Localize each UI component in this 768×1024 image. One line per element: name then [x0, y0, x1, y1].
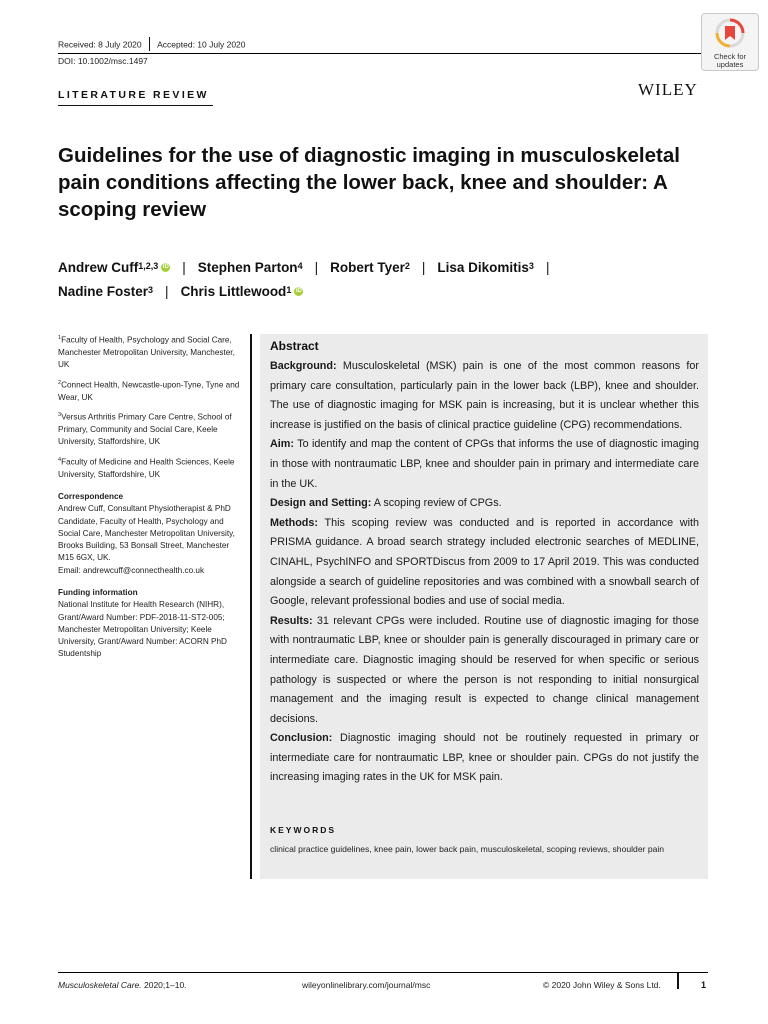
check-for-updates-line2: updates: [716, 60, 744, 69]
abstract-section-text: To identify and map the content of CPGs that informs the use of diagnostic imaging in those with nontraumatic LBP, knee and shoulder pain in primary and intermediate care in the UK.: [270, 438, 699, 490]
affiliation-text: Faculty of Health, Psychology and Social Care, Manchester Metropolitan University, Manchester, UK: [58, 335, 235, 370]
affiliation-number: 1: [58, 335, 62, 341]
affiliation-list: [58, 332, 246, 481]
author-affiliation-sup: 1: [286, 285, 292, 295]
section-rule: [58, 105, 213, 106]
check-for-updates-badge[interactable]: [701, 13, 759, 71]
abstract-section-label: Conclusion:: [270, 732, 333, 745]
abstract-body: [270, 357, 699, 788]
author-list: [58, 256, 708, 304]
received-date: Received: 8 July 2020: [58, 39, 142, 50]
author-name: Andrew Cuff: [58, 260, 139, 275]
section-label: LITERATURE REVIEW: [58, 89, 209, 101]
author-separator: |: [545, 260, 550, 275]
footer-url[interactable]: wileyonlinelibrary.com/journal/msc: [302, 980, 431, 990]
affiliation-number: 2: [58, 379, 62, 386]
author-affiliation-sup: 3: [148, 285, 154, 295]
author[interactable]: [181, 284, 304, 299]
publisher-logo: WILEY: [638, 80, 698, 99]
check-for-updates-icon: [715, 18, 745, 48]
abstract-section-label: Aim:: [270, 438, 294, 451]
author-separator: |: [421, 260, 426, 275]
accepted-date: Accepted: 10 July 2020: [157, 39, 246, 50]
abstract-section: [270, 612, 699, 730]
header-rule: [58, 53, 708, 54]
date-separator: [149, 37, 151, 51]
check-for-updates-line1: Check for: [713, 52, 747, 61]
author-name: Lisa Dikomitis: [437, 260, 529, 275]
affiliation-number: 3: [58, 411, 62, 418]
footer-journal: Musculoskeletal Care.: [58, 980, 142, 990]
footer-separator: [677, 973, 679, 989]
footer-rule: [58, 972, 708, 973]
author-name: Nadine Foster: [58, 284, 149, 299]
abstract-section-text: Diagnostic imaging should not be routinely requested in primary or intermediate care for nontraumatic LBP, knee or shoulder pain. CPGs do not justify the increasing imaging rates in the UK for MSK pain.: [270, 732, 699, 784]
affiliation-text: Connect Health, Newcastle-upon-Tyne, Tyne and Wear, UK: [58, 380, 240, 402]
orcid-icon[interactable]: iD: [295, 287, 302, 294]
abstract-section: [270, 514, 699, 612]
author[interactable]: [437, 260, 534, 275]
author-separator: |: [314, 260, 319, 275]
abstract-section-label: Methods:: [270, 516, 318, 529]
affiliation: [58, 377, 246, 404]
author-affiliation-sup: 2: [404, 261, 410, 271]
abstract-section-text: 31 relevant CPGs were included. Routine use of diagnostic imaging for those with nontraumatic LBP, knee or shoulder pain is generally discouraged in primary care or intermediate care. Diagnostic imaging should be reserved for when specific or serious pathology is suspected or where the person is not responding to initial nonsurgical management and the imaging result is expected to change clinical management decisions.: [270, 614, 699, 725]
received-accepted-dates: [58, 38, 246, 52]
keywords-list: clinical practice guidelines, knee pain, lower back pain, musculoskeletal, scoping reviews, shoulder pain: [270, 844, 665, 854]
author-affiliation-sup: 4: [297, 261, 303, 271]
abstract-section: [270, 729, 699, 788]
abstract-heading: Abstract: [270, 339, 319, 353]
abstract-section-label: Results:: [270, 614, 313, 627]
author-separator: |: [182, 260, 186, 275]
author-name: Chris Littlewood: [180, 284, 287, 299]
abstract-section-text: This scoping review was conducted and is reported in accordance with PRISMA guidance. A broad search strategy included electronic searches of MEDLINE, CINAHL, PsychINFO and SPORTDiscus from 2009 to 17 April 2019. This was conducted alongside a search of guideline repositories and was combined with a snowball search of Google, relevant professional bodies and use of social media.: [270, 516, 699, 608]
left-column: [58, 332, 246, 661]
author[interactable]: [58, 260, 170, 275]
author-affiliation-sup: 1,2,3: [138, 261, 159, 271]
abstract-section: [270, 435, 699, 494]
keywords-heading: KEYWORDS: [270, 825, 337, 835]
author[interactable]: [58, 284, 153, 299]
page-number: 1: [701, 980, 707, 990]
author[interactable]: [330, 260, 410, 275]
funding-heading: Funding information: [58, 587, 138, 597]
author-affiliation-sup: 3: [528, 261, 534, 271]
correspondence-heading: Correspondence: [58, 491, 124, 501]
abstract-left-rule: [250, 334, 252, 879]
affiliation: [58, 454, 246, 481]
abstract-section-text: Musculoskeletal (MSK) pain is one of the most common reasons for primary care consultation, particularly pain in the lower back (LBP), knee and shoulder. The use of diagnostic imaging for MSK pain is increasing, but it is unclear whether this increase is justified on the basis of clinical practice guideline (CPG) recommendations.: [270, 360, 699, 431]
footer-citation: Musculoskeletal Care. 2020;1–10.: [58, 980, 187, 990]
affiliation: [58, 409, 246, 449]
orcid-icon[interactable]: iD: [162, 263, 169, 270]
abstract-section-label: Design and Setting:: [270, 497, 372, 510]
author-name: Robert Tyer: [330, 260, 405, 275]
author[interactable]: [198, 260, 303, 275]
affiliation-text: Faculty of Medicine and Health Sciences, Keele University, Staffordshire, UK: [58, 457, 235, 479]
abstract-section: [270, 357, 699, 435]
author-separator: |: [165, 284, 169, 299]
abstract-section: [270, 494, 699, 514]
affiliation-number: 4: [58, 456, 62, 463]
abstract-section-text: A scoping review of CPGs.: [371, 497, 502, 510]
affiliation-text: Versus Arthritis Primary Care Centre, School of Primary, Community and Social Care, Keele University, Staffordshire, UK: [58, 412, 232, 447]
funding-text: National Institute for Health Research (NIHR), Grant/Award Number: PDF-2018-11-ST2-005; Manchester Metropolitan University; Keele University, Grant/Award Number: ACORN PhD Studentship: [58, 600, 227, 659]
correspondence-email[interactable]: Email: andrewcuff@connecthealth.co.uk: [58, 565, 205, 575]
affiliation: [58, 332, 246, 372]
footer-copyright: © 2020 John Wiley & Sons Ltd.: [543, 980, 661, 990]
abstract-section-label: Background:: [270, 360, 337, 372]
article-title: Guidelines for the use of diagnostic imaging in musculoskeletal pain conditions affecting the lower back, knee and shoulder: A scoping review: [58, 144, 680, 221]
correspondence-text: Andrew Cuff, Consultant Physiotherapist & PhD Candidate, Faculty of Health, Psychology and Social Care, Manchester Metropolitan University, Brooks Building, 53 Bonsall Street, Manchester M15 6GX, UK. Email: andrewcuff@connecthealth.co.uk: [58, 504, 235, 575]
author-name: Stephen Parton: [197, 260, 298, 275]
doi[interactable]: DOI: 10.1002/msc.1497: [58, 56, 148, 66]
